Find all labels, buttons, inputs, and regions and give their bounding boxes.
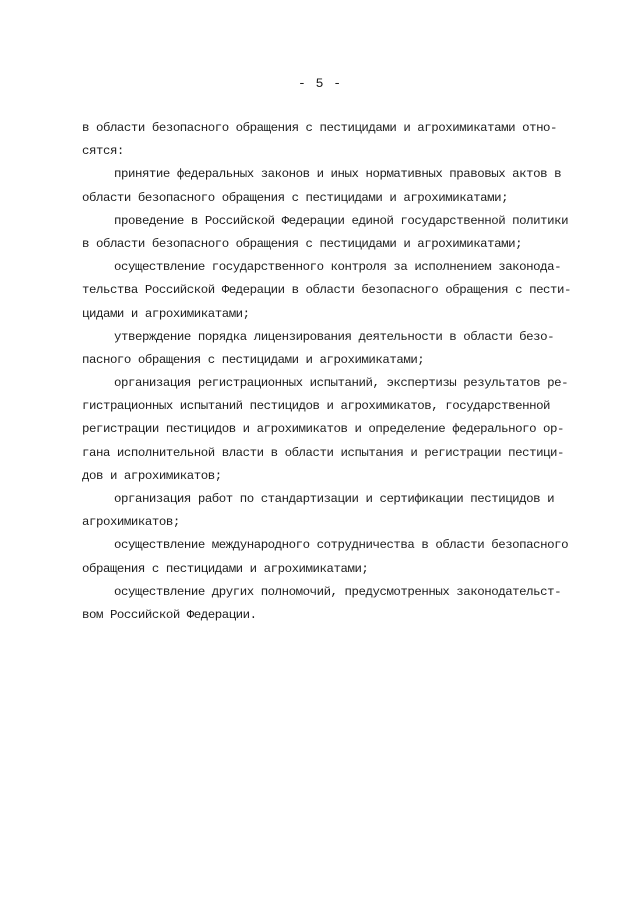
page-number: - 5 -	[297, 76, 342, 91]
text-line: агрохимикатов;	[82, 515, 180, 530]
text-line: дов и агрохимикатов;	[82, 468, 222, 483]
text-line: обращения с пестицидами и агрохимикатами;	[82, 561, 369, 576]
text-line: осуществление международного сотрудничества в области безопасного	[114, 538, 569, 553]
text-line: сятся:	[82, 144, 124, 159]
text-line: осуществление других полномочий, предусмотренных законодательст-	[114, 584, 562, 599]
text-line: в области безопасного обращения с пестицидами и агрохимикатами;	[82, 236, 523, 251]
text-line: утверждение порядка лицензирования деятельности в области безо-	[114, 329, 555, 344]
text-line: принятие федеральных законов и иных нормативных правовых актов в	[114, 167, 562, 182]
text-line: гана исполнительной власти в области испытания и регистрации пестици-	[82, 445, 565, 460]
text-line: пасного обращения с пестицидами и агрохимикатами;	[82, 352, 425, 367]
text-line: гистрационных испытаний пестицидов и агрохимикатов, государственной	[82, 399, 551, 414]
text-line: проведение в Российской Федерации единой государственной политики	[114, 213, 569, 228]
text-line: в области безопасного обращения с пестицидами и агрохимикатами отно-	[82, 121, 558, 135]
text-line: регистрации пестицидов и агрохимикатов и определение федерального ор-	[82, 422, 565, 437]
text-line: тельства Российской Федерации в области безопасного обращения с пести-	[82, 283, 571, 298]
text-line: осуществление государственного контроля за исполнением законода-	[114, 260, 562, 275]
text-line: области безопасного обращения с пестицидами и агрохимикатами;	[82, 190, 509, 205]
text-line: организация регистрационных испытаний, экспертизы результатов ре-	[114, 376, 569, 391]
body-text	[82, 117, 571, 627]
text-line: вом Российской Федерации.	[82, 607, 257, 622]
text-line: организация работ по стандартизации и сертификации пестицидов и	[114, 492, 555, 506]
text-line: цидами и агрохимикатами;	[82, 306, 250, 321]
